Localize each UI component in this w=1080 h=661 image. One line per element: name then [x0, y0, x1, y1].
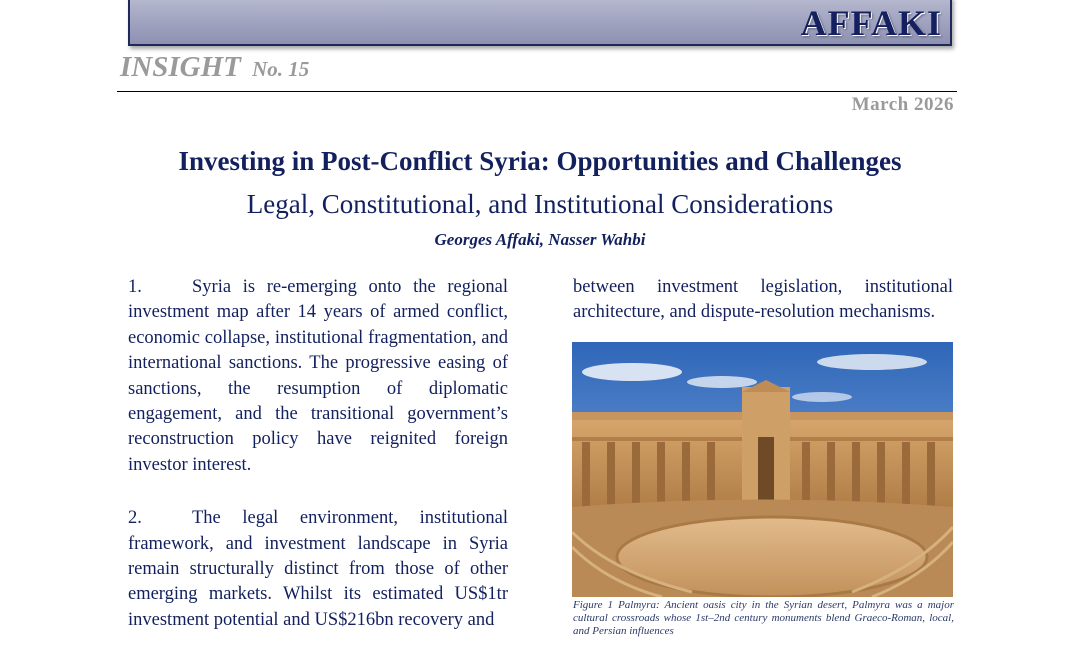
left-column — [128, 275, 508, 661]
series-name: INSIGHT — [120, 51, 241, 83]
palmyra-theatre-photo — [572, 342, 953, 597]
palmyra-photo-illustration — [572, 342, 953, 597]
paragraph-text: Syria is re-emerging onto the regional investment map after 14 years of armed conflict, economic collapse, institutional fragmentation, and international sanctions. The progressive easing of sanctions, the resumption of diplomatic engagement, and the transitional government’s reconstruction policy have reignited foreign investor interest. — [128, 277, 508, 475]
paragraph-text: The legal environment, institutional framework, and investment landscape in Syria remain structurally distinct from those of other emerging markets. Whilst its estimated US$1tr investment potential and US$216bn recovery and — [128, 508, 508, 630]
header-banner — [128, 0, 952, 46]
header-divider — [117, 91, 957, 92]
article-title: Investing in Post-Conflict Syria: Opportunities and Challenges — [178, 146, 902, 176]
paragraph-1 — [128, 275, 508, 478]
figure-caption: Figure 1 Palmyra: Ancient oasis city in the Syrian desert, Palmyra was a major cultural crossroads whose 1st–2nd century monuments blend Graeco-Roman, local, and Persian influences — [573, 599, 954, 637]
article-authors: Georges Affaki, Nasser Wahbi — [434, 230, 646, 249]
paragraph-number: 2. — [128, 508, 142, 529]
paragraph-2 — [128, 506, 508, 633]
issue-number: No. 15 — [252, 57, 310, 81]
article-subtitle: Legal, Constitutional, and Institutional Considerations — [246, 189, 834, 219]
series-label — [120, 51, 309, 84]
right-column-text: between investment legislation, institutional architecture, and dispute-resolution mechanisms. — [573, 277, 953, 323]
paragraph-number: 1. — [128, 277, 142, 297]
publication-date: March 2026 — [851, 94, 954, 115]
brand-logo: AFFAKI — [800, 3, 942, 43]
